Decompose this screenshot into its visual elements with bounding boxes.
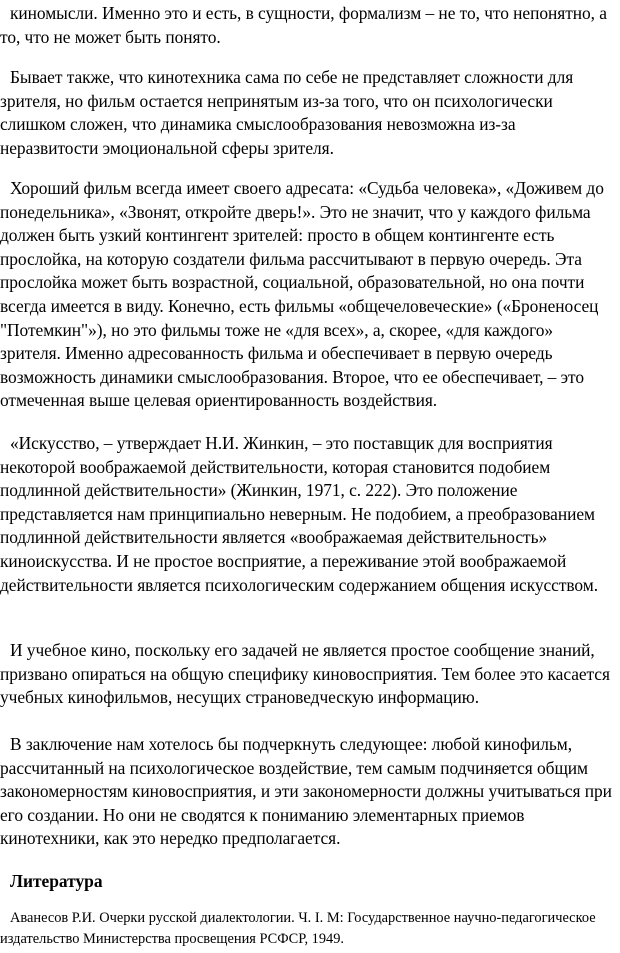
- paragraph-conclusion: В заключение нам хотелось бы подчеркнуть следующее: любой кинофильм, рассчитанный на психологическое воздействие, тем самым подчиняется общим закономерностям киновосприятия, и эти закономерности должны учитываться при его создании. Но они не сводятся к пониманию элементарных приемов кинотехники, как это нередко предполагается.: [0, 734, 612, 849]
- literature-heading: Литература: [10, 871, 103, 891]
- paragraph-educational-film: И учебное кино, поскольку его задачей не является простое сообщение знаний, призвано опираться на общую специфику киновосприятия. Тем более это касается учебных кинофильмов, несущих страноведческую информацию.: [0, 640, 610, 708]
- paragraph-formalism: киномысли. Именно это и есть, в сущности, формализм – не то, что непонятно, а то, что не может быть понято.: [0, 3, 607, 47]
- paragraph-film-audience: Хороший фильм всегда имеет своего адресата: «Судьба человека», «Доживем до понедельника», «Звонят, откройте дверь!». Это не значит, что у каждого фильма должен быть узкий контингент зрителей: просто в общем контингенте есть прослойка, на которую создатели фильма рассчитывают в первую очередь. Эта прослойка может быть возрастной, социальной, образовательной, но она почти всегда имеется в виду. Конечно, есть фильмы «общечеловеческие» («Броненосец "Потемкин"»), но это фильмы тоже не «для всех», а, скорее, «для каждого» зрителя. Именно адресованность фильма и обеспечивает в первую очередь возможность динамики смыслообразования. Второе, что ее обеспечивает, – это отмеченная выше целевая ориентированность воздействия.: [0, 178, 604, 411]
- paragraph-zhinkin-quote: «Искусство, – утверждает Н.И. Жинкин, – это поставщик для восприятия некоторой воображаемой действительности, которая становится подобием подлинной действительности» (Жинкин, 1971, с. 222). Это положение представляется нам принципиально неверным. Не подобием, а преобразованием подлинной действительности является «воображаемая действительность» киноискусства. И не простое восприятие, а переживание этой воображаемой действительности является психологическим содержанием общения искусством.: [0, 433, 598, 595]
- paragraph-psychological-complexity: Бывает также, что кинотехника сама по себе не представляет сложности для зрителя, но фильм остается непринятым из-за того, что он психологически слишком сложен, что динамика смыслообразования невозможна из-за неразвитости эмоциональной сферы зрителя.: [0, 67, 574, 158]
- reference-item: Аванесов Р.И. Очерки русской диалектологии. Ч. I. М: Государственное научно-педагогическое издательство Министерства просвещения РСФСР, 1949.: [0, 910, 596, 947]
